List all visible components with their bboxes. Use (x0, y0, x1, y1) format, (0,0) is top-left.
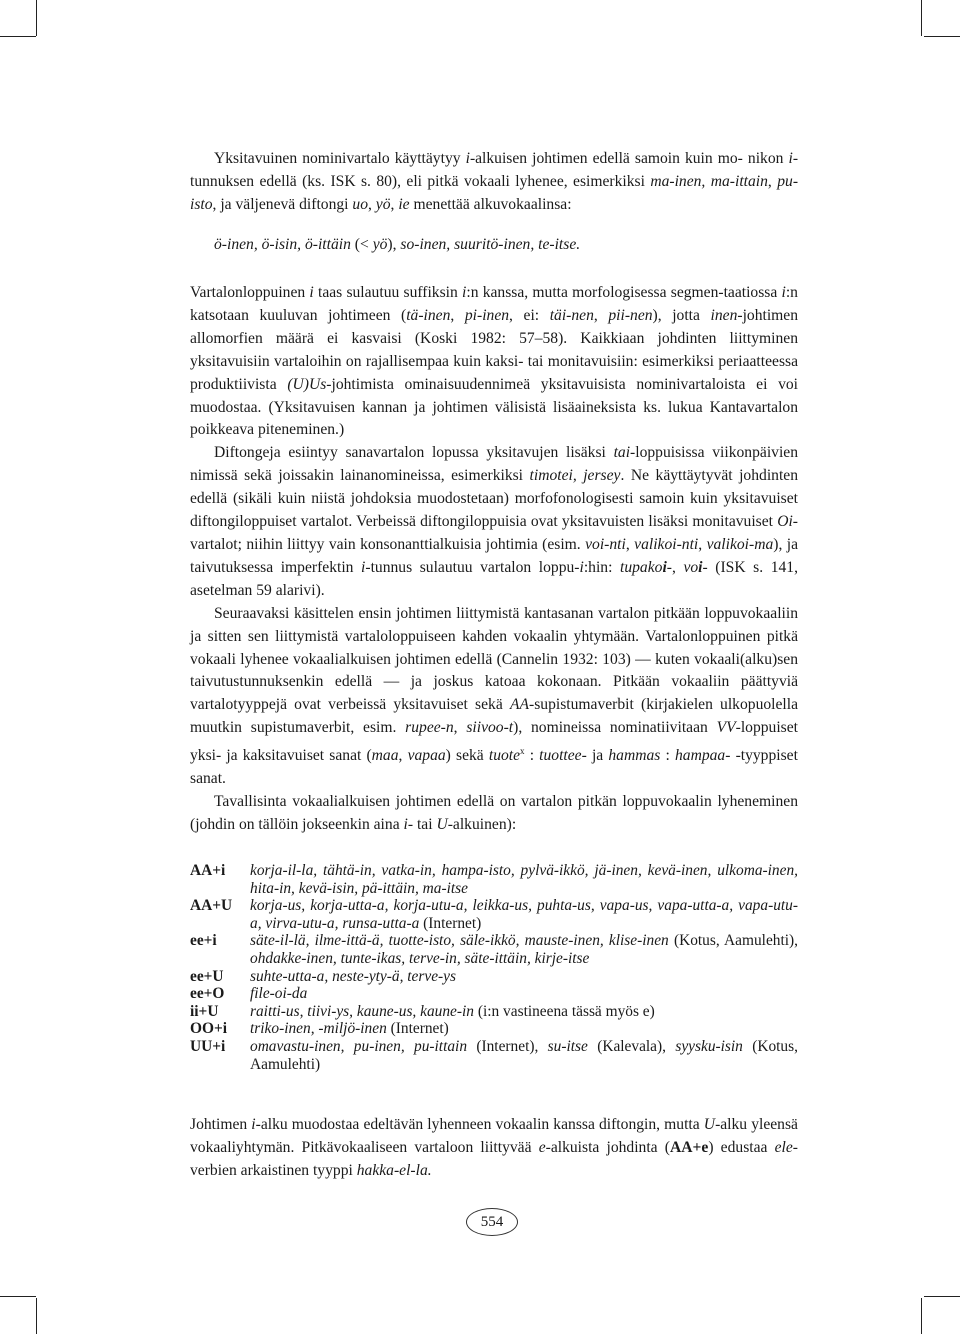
table-row: ii+U raitti-us, tiivi-ys, kaune-us, kaune-in (i:n vastineena tässä myös e) (190, 1002, 655, 1020)
table-row: OO+i triko-inen, -miljö-inen (Internet) (190, 1020, 449, 1038)
table-row: ee+O file-oi-da (190, 985, 308, 1003)
crop-mark-top-right-h (924, 36, 960, 37)
paragraph-2: Vartalonloppuinen i taas sulautuu suffiksin i:n kanssa, mutta morfologisessa segmen-taatiossa i:n katsotaan kuuluvan johtimeen (tä-inen, pi-inen, ei: täi-nen, pii-nen), jotta inen-johtimen allomorfien määrä ei kasvaisi (Koski 1982: 57–58). Kaikkiaan johdinten liittyminen yksitavuisiin vartaloihin on rajallisempaa kuin kaksi- tai monitavuisiin: esimerkiksi periaatteessa produktiivista (U)Us-johtimista ominaisuudennimeä yksitavuisista nominivartaloista ei voi muodostaa. (Yksitavuisen kannan ja johtimen välisistä lisäaineksista ks. lukua Kantavartalon poikkeava piteneminen.) (190, 284, 799, 439)
table-row: ee+i säte-il-lä, ilme-ittä-ä, tuotte-isto, säle-ikkö, mauste-inen, klise-inen (Kotus, Aamulehti), ohdakke-inen, tunte-ikas, terve-in, säte-ittäin, kirje-itse (190, 932, 798, 967)
derivation-table (190, 862, 798, 1073)
table-row: ee+U suhte-utta-a, neste-yty-ä, terve-ys (190, 967, 456, 985)
example-line: ö-inen, ö-isin, ö-ittäin (< yö), so-inen, suuritö-inen, te-itse. (214, 236, 581, 253)
page-number: 554 (466, 1208, 518, 1236)
paragraph-5: Tavallisinta vokaalialkuisen johtimen edellä on vartalon pitkän loppuvokaalin lyheneminen (johdin on tällöin jokseenkin aina i- tai U-alkuinen): (190, 793, 798, 834)
crop-mark-bottom-right (921, 1298, 922, 1334)
crop-mark-top-left-h (0, 36, 36, 37)
paragraph-4: Seuraavaksi käsittelen ensin johtimen liittymistä kantasanan vartalon pitkään loppuvokaaliin ja sitten sen liittymistä vartaloloppuiseen kahden vokaalin yhtymään. Vartalonloppuinen pitkä vokaali lyhenee vokaalialkuisen johtimen edellä (Cannelin 1932: 103) — kuten vokaali(alku)sen taivutustunnuksenkin edellä — ja joskus katoaa kokonaan. Pitkään vokaaliin päättyviä vartalotyyppejä ovat verbeissä yksitavuiset sekä AA-supistumaverbit (kirjakielen ulkopuolella muutkin supistumaverbit, esim. rupee-n, siivoo-t), nomineissa nominatiivitaan VV-loppuiset yksi- ja kaksitavuiset sanat (maa, vapaa) sekä tuote$^x$ : tuottee- ja hammas : hampaa- -tyyppiset sanat. (190, 604, 799, 788)
table-row: UU+i omavastu-inen, pu-inen, pu-ittain (Internet), su-itse (Kalevala), syysku-isin (Kotus, Aamulehti) (190, 1037, 798, 1073)
crop-mark-bottom-left (36, 1298, 37, 1334)
crop-mark-top-right (921, 0, 922, 36)
closing-paragraph: Johtimen i-alku muodostaa edeltävän lyhenneen vokaalin kanssa diftongin, mutta U-alku yleensä vokaaliyhtymän. Pitkävokaaliseen vartaloon liittyvää e-alkuista johdinta (AA+e) edustaa ele-verbien arkaistinen tyyppi hakka-el-la. (190, 1116, 798, 1179)
crop-mark-top-left (36, 0, 37, 36)
crop-mark-bottom-right-h (924, 1296, 960, 1297)
paragraph-1: Yksitavuinen nominivartalo käyttäytyy i-alkuisen johtimen edellä samoin kuin mo- nikon i-tunnuksen edellä (ks. ISK s. 80), eli pitkä vokaali lyhenee, esimerkiksi ma-inen, ma-ittain, pu-isto, ja väljenevä diftongi uo, yö, ie menettää alkuvokaalinsa: (190, 150, 799, 213)
table-row: AA+U korja-us, korja-utta-a, korja-utu-a, leikka-us, puhta-us, vapa-us, vapa-utta-a, vapa-utu-a, virva-utu-a, runsa-utta-a (Internet) (190, 897, 798, 932)
paragraph-3: Diftongeja esiintyy sanavartalon lopussa yksitavujen lisäksi tai-loppuisissa viikonpäivien nimissä sekä joissakin lainanomineissa, esimerkiksi timotei, jersey. Ne käyttäytyvät johdinten edellä (sikäli kuin niistä johdoksia muodostetaan) morfofonologisesti samoin kuin yksitavuiset diftongiloppuiset vartalot. Verbeissä diftongiloppuisia ovat yksitavuisten lisäksi monitavuiset Oi-vartalot; niihin liittyy vain konsonanttialkuisia johtimia (esim. voi-nti, valikoi-nti, valikoi-ma), ja taivutuksessa imperfektin i-tunnus sulautuu vartalon loppu-i:hin: tupakoi-, voi- (ISK s. 141, asetelman 59 alarivi). (190, 444, 799, 599)
body-text (190, 282, 798, 837)
table-row: AA+i korja-il-la, tähtä-in, vatka-in, hampa-isto, pylvä-ikkö, jä-inen, kevä-inen, ulkoma-inen, hita-in, kevä-isin, pä-ittäin, ma-itse (190, 862, 798, 897)
crop-mark-bottom-left-h (0, 1296, 36, 1297)
